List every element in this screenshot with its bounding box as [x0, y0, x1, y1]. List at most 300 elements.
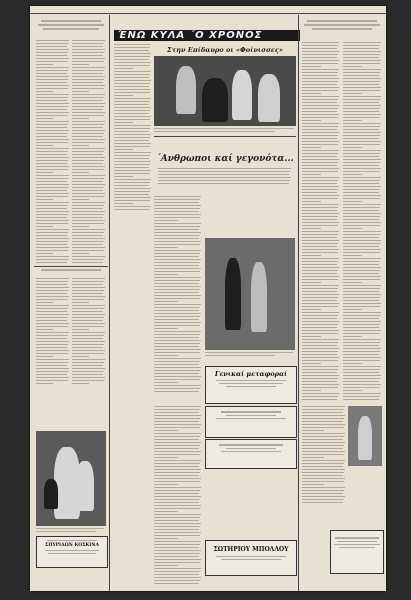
text-line — [154, 562, 200, 563]
text-line — [154, 481, 200, 482]
text-line — [114, 77, 149, 78]
text-line — [36, 169, 68, 170]
text-line — [343, 69, 381, 70]
text-line — [302, 327, 337, 328]
text-line — [72, 61, 104, 62]
text-line — [343, 318, 379, 319]
text-line — [302, 357, 339, 358]
text-line — [158, 171, 290, 172]
text-line — [302, 487, 345, 488]
text-line — [302, 396, 338, 397]
text-line — [343, 81, 380, 82]
text-line — [72, 335, 104, 336]
text-line — [36, 223, 68, 224]
text-line — [343, 147, 362, 148]
text-line — [72, 115, 104, 116]
text-line — [36, 91, 53, 92]
text-line — [114, 83, 150, 84]
text-line — [72, 88, 104, 89]
text-line — [154, 250, 201, 251]
text-line — [154, 262, 200, 263]
text-line — [154, 364, 199, 365]
text-line — [343, 87, 381, 88]
text-line — [72, 293, 103, 294]
text-line — [154, 211, 199, 212]
text-line — [302, 412, 343, 413]
text-line — [72, 247, 105, 248]
ad-bottom-left-title: ΣΠΥΡΙΔΩΝ ΚΟΣΚΙΝΑ — [45, 543, 99, 548]
text-line — [343, 177, 381, 178]
text-line — [154, 460, 201, 461]
text-line — [343, 225, 380, 226]
text-line — [72, 232, 104, 233]
text-line — [154, 313, 201, 314]
text-line — [343, 324, 380, 325]
text-line — [36, 40, 69, 41]
text-line — [114, 101, 150, 102]
text-line — [154, 307, 200, 308]
text-line — [343, 276, 381, 277]
text-line — [302, 475, 343, 476]
text-line — [72, 49, 105, 50]
text-line — [302, 171, 338, 172]
text-line — [302, 309, 321, 310]
text-line — [36, 130, 69, 131]
text-line — [302, 150, 339, 151]
text-line — [302, 345, 337, 346]
right-lower-text — [302, 406, 346, 506]
text-line — [36, 380, 68, 381]
text-line — [343, 108, 380, 109]
text-line — [72, 187, 104, 188]
text-line — [72, 314, 105, 315]
text-line — [72, 244, 103, 245]
text-line — [72, 43, 104, 44]
text-line — [343, 330, 381, 331]
text-line — [302, 460, 345, 461]
text-line — [114, 116, 151, 117]
text-line — [36, 299, 68, 300]
text-line — [36, 350, 69, 351]
text-line — [36, 281, 68, 282]
text-line — [36, 49, 69, 50]
text-line — [114, 113, 149, 114]
text-line — [343, 303, 381, 304]
text-line — [72, 154, 103, 155]
text-line — [72, 287, 105, 288]
text-line — [36, 166, 69, 167]
text-line — [36, 67, 69, 68]
text-line — [343, 192, 379, 193]
text-line — [72, 85, 105, 86]
text-line — [72, 142, 104, 143]
text-line — [302, 234, 338, 235]
text-line — [302, 213, 339, 214]
text-line — [302, 198, 338, 199]
text-line — [36, 142, 68, 143]
text-line — [72, 169, 104, 170]
text-line — [36, 377, 69, 378]
text-line — [36, 103, 69, 104]
text-line — [343, 78, 381, 79]
text-line — [343, 333, 380, 334]
text-line — [154, 316, 200, 317]
text-line — [72, 82, 103, 83]
text-line — [302, 96, 339, 97]
text-line — [343, 171, 380, 172]
text-line — [343, 117, 380, 118]
text-line — [302, 282, 321, 283]
text-line — [36, 94, 69, 95]
text-line — [302, 348, 339, 349]
text-line — [114, 143, 151, 144]
text-line — [302, 424, 345, 425]
text-line — [302, 105, 339, 106]
text-line — [302, 168, 339, 169]
text-line — [302, 306, 338, 307]
text-line — [36, 115, 68, 116]
text-line — [114, 119, 150, 120]
text-line — [154, 439, 199, 440]
text-line — [114, 200, 150, 201]
center-column-text — [154, 196, 202, 396]
text-line — [343, 135, 380, 136]
text-line — [154, 427, 200, 428]
text-line — [72, 308, 104, 309]
text-line — [72, 253, 89, 254]
text-line — [36, 293, 67, 294]
text-line — [302, 472, 344, 473]
text-line — [343, 90, 380, 91]
text-line — [154, 310, 199, 311]
text-line — [72, 193, 105, 194]
text-line — [114, 191, 150, 192]
text-line — [302, 204, 339, 205]
text-line — [36, 70, 68, 71]
text-line — [154, 298, 200, 299]
text-line — [72, 97, 104, 98]
text-line — [343, 186, 381, 187]
center-lower-text — [154, 406, 202, 586]
text-line — [343, 381, 379, 382]
text-line — [36, 347, 67, 348]
text-line — [302, 297, 338, 298]
text-line — [72, 290, 104, 291]
text-line — [36, 247, 69, 248]
text-line — [302, 312, 339, 313]
text-line — [114, 197, 151, 198]
top-story-caption — [154, 128, 296, 134]
text-line — [302, 186, 339, 187]
text-line — [302, 66, 321, 67]
text-line — [114, 203, 133, 204]
text-line — [36, 326, 68, 327]
text-line — [72, 133, 104, 134]
text-line — [154, 421, 199, 422]
text-line — [302, 45, 338, 46]
text-line — [302, 264, 337, 265]
text-line — [343, 342, 380, 343]
text-line — [36, 238, 69, 239]
text-line — [343, 378, 380, 379]
text-line — [302, 399, 337, 400]
text-line — [72, 208, 103, 209]
text-line — [302, 381, 337, 382]
text-line — [72, 353, 104, 354]
left-column-text-2 — [72, 40, 106, 265]
left-section-headline — [36, 269, 106, 271]
text-line — [72, 130, 105, 131]
text-line — [154, 436, 200, 437]
text-line — [154, 391, 199, 392]
text-line — [302, 75, 337, 76]
text-line — [302, 496, 345, 497]
text-line — [72, 281, 104, 282]
text-line — [343, 270, 380, 271]
text-line — [154, 526, 200, 527]
text-line — [36, 172, 53, 173]
text-line — [343, 204, 381, 205]
text-line — [302, 222, 339, 223]
ad-bottom-left — [36, 536, 108, 568]
text-line — [343, 336, 362, 337]
text-line — [72, 356, 89, 357]
text-line — [72, 175, 105, 176]
text-line — [72, 112, 105, 113]
text-line — [154, 385, 201, 386]
text-line — [114, 209, 150, 210]
text-line — [114, 149, 133, 150]
text-line — [36, 106, 68, 107]
text-line — [302, 165, 337, 166]
text-line — [154, 253, 200, 254]
ad-bottom-center — [205, 540, 297, 576]
text-line — [36, 100, 67, 101]
text-line — [154, 568, 201, 569]
text-line — [302, 54, 338, 55]
text-line — [154, 478, 201, 479]
text-line — [302, 216, 338, 217]
text-line — [72, 76, 105, 77]
text-line — [302, 490, 344, 491]
text-line — [343, 75, 379, 76]
text-line — [36, 178, 68, 179]
text-line — [343, 207, 380, 208]
text-line — [36, 112, 69, 113]
text-line — [154, 379, 200, 380]
text-line — [72, 52, 104, 53]
text-line — [154, 412, 199, 413]
text-line — [36, 341, 69, 342]
text-line — [302, 111, 337, 112]
text-line — [72, 226, 89, 227]
text-line — [114, 206, 151, 207]
ad-center-title: Γενικαί μεταφοραί — [214, 370, 288, 378]
text-line — [114, 53, 151, 54]
text-line — [154, 580, 200, 581]
text-line — [343, 45, 380, 46]
page-header — [30, 6, 386, 12]
text-line — [36, 296, 69, 297]
text-line — [154, 508, 200, 509]
text-line — [302, 258, 339, 259]
text-line — [302, 240, 339, 241]
text-line — [114, 131, 149, 132]
text-line — [302, 273, 337, 274]
text-line — [154, 301, 178, 302]
text-line — [36, 353, 68, 354]
text-line — [154, 559, 201, 560]
text-line — [36, 232, 68, 233]
listings-column — [114, 44, 152, 214]
text-line — [343, 162, 380, 163]
text-line — [36, 374, 67, 375]
text-line — [302, 481, 344, 482]
text-line — [36, 305, 69, 306]
text-line — [343, 255, 362, 256]
text-line — [343, 180, 380, 181]
text-line — [154, 424, 201, 425]
text-line — [302, 294, 339, 295]
text-line — [154, 469, 201, 470]
text-line — [302, 78, 339, 79]
text-line — [154, 340, 201, 341]
text-line — [343, 123, 381, 124]
text-line — [302, 409, 344, 410]
text-line — [72, 383, 89, 384]
text-line — [343, 399, 379, 400]
section-rule — [34, 266, 108, 267]
text-line — [343, 60, 381, 61]
text-line — [36, 43, 68, 44]
text-line — [72, 145, 89, 146]
text-line — [302, 321, 339, 322]
text-line — [302, 469, 345, 470]
text-line — [302, 351, 338, 352]
text-line — [72, 302, 89, 303]
text-line — [36, 371, 68, 372]
text-line — [36, 88, 68, 89]
text-line — [36, 145, 53, 146]
text-line — [343, 264, 379, 265]
text-line — [302, 120, 321, 121]
text-line — [114, 86, 149, 87]
text-line — [154, 373, 199, 374]
text-line — [343, 348, 381, 349]
text-line — [72, 329, 89, 330]
text-line — [36, 58, 69, 59]
text-line — [343, 231, 381, 232]
text-line — [154, 442, 201, 443]
text-line — [154, 466, 199, 467]
text-line — [36, 136, 67, 137]
masthead-title: ΈΝΩ ΚΥΛΑ ΄Ο ΧΡΟΝΟΣ — [114, 30, 300, 41]
text-line — [343, 360, 380, 361]
text-line — [302, 300, 337, 301]
text-line — [36, 365, 67, 366]
text-line — [36, 229, 69, 230]
text-line — [72, 347, 103, 348]
text-line — [154, 514, 201, 515]
text-line — [72, 214, 104, 215]
text-line — [302, 339, 339, 340]
text-line — [302, 324, 338, 325]
text-line — [302, 445, 344, 446]
text-line — [114, 74, 150, 75]
text-line — [154, 577, 201, 578]
text-line — [114, 134, 151, 135]
text-line — [343, 102, 379, 103]
text-line — [302, 478, 345, 479]
text-line — [72, 259, 104, 260]
text-line — [302, 87, 339, 88]
text-line — [154, 544, 200, 545]
text-line — [154, 556, 199, 557]
text-line — [154, 259, 201, 260]
text-line — [154, 283, 199, 284]
text-line — [154, 487, 201, 488]
text-line — [302, 342, 338, 343]
text-line — [154, 490, 200, 491]
text-line — [154, 415, 201, 416]
left-photo — [36, 431, 106, 526]
text-line — [36, 317, 68, 318]
column-rule-2 — [298, 15, 299, 591]
text-line — [36, 241, 68, 242]
text-line — [302, 427, 344, 428]
text-line — [343, 159, 381, 160]
text-line — [302, 72, 338, 73]
text-line — [72, 220, 105, 221]
top-story-photo — [154, 56, 296, 126]
text-line — [154, 541, 201, 542]
text-line — [114, 59, 149, 60]
text-line — [36, 85, 69, 86]
text-line — [36, 362, 68, 363]
text-line — [154, 334, 200, 335]
text-line — [343, 315, 380, 316]
top-story-headline: Στην Επίδαυρο οι «Φοίνισσες» — [167, 46, 283, 54]
text-line — [154, 547, 199, 548]
text-line — [114, 98, 151, 99]
text-line — [72, 55, 103, 56]
text-line — [343, 366, 381, 367]
text-line — [36, 214, 68, 215]
text-line — [343, 306, 380, 307]
text-line — [154, 280, 200, 281]
text-line — [36, 262, 67, 263]
text-line — [114, 140, 149, 141]
text-line — [343, 243, 380, 244]
ad-middle-2 — [205, 439, 297, 469]
text-line — [154, 523, 201, 524]
right-column-headline — [302, 20, 382, 32]
text-line — [36, 311, 67, 312]
text-line — [72, 79, 104, 80]
text-line — [302, 114, 339, 115]
text-line — [302, 129, 337, 130]
text-line — [36, 196, 68, 197]
text-line — [154, 445, 200, 446]
text-line — [114, 155, 150, 156]
text-line — [72, 311, 103, 312]
text-line — [114, 71, 151, 72]
text-line — [154, 196, 201, 197]
text-line — [302, 117, 338, 118]
text-line — [302, 433, 345, 434]
text-line — [158, 168, 291, 169]
text-line — [343, 66, 362, 67]
